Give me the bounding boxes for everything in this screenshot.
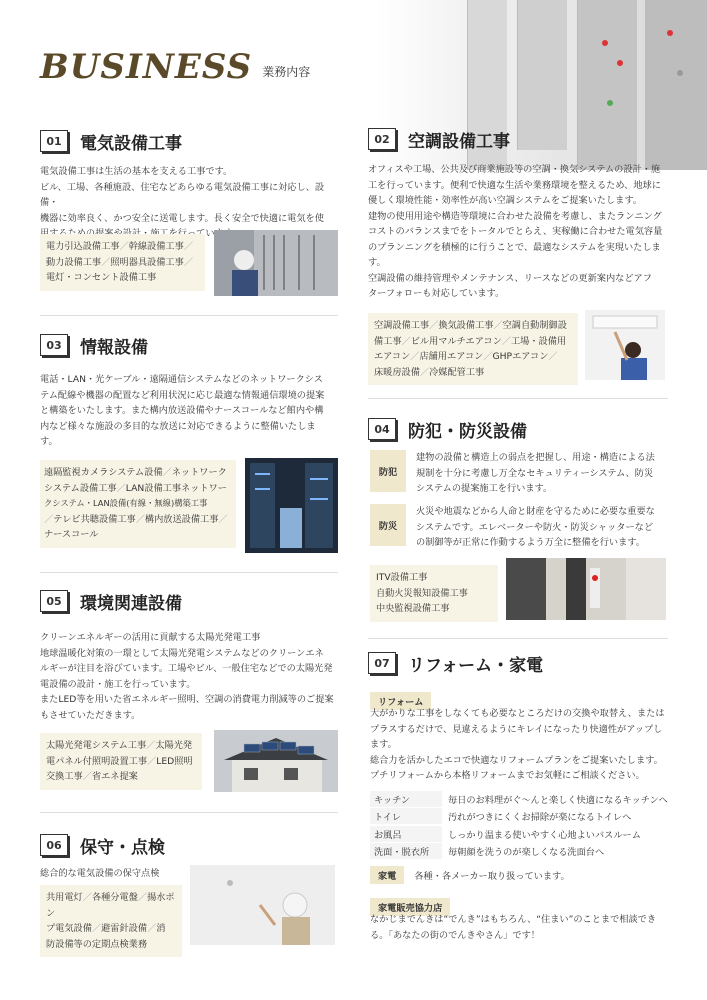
list-item: 洗面・脱衣所 毎朝顔を洗うのが楽しくなる洗面台へ [370,843,668,861]
network-server-photo [245,458,338,553]
section-air-conditioning [368,126,673,302]
reform-text: 大がかりな工事をしなくても必要なところだけの交換や取替え、または プラスするだけで、見違えるようにキレイになったり快適性がアップし ます。 総合力を活かしたエコで快適なリフォームプランをご提案いたします。 プチリフォームから本格リフォームまでお気軽にご相談ください。 [370,708,665,781]
section-body: オフィスや工場、公共及び商業施設等の空調・換気システムの設計・施 工を行っています。便利で快適な生活や業務環境を整えるため、地球に 優しく環境性能・効率性が高い空調システムをご提案いたします。 建物の使用用途や構造等環境に合わせた設備を考慮し、またランニング コストのバランスまでをトータルでとらえ、実稼働に合わせた電気容量 のプランニングを積極的に行うことで、最適なシステムを実現いたしま す。 空調設備の維持管理やメンテナンス、リースなどの更新案内などアフ ターフォローも対応しています。 [368,164,663,299]
section-number: 01 [40,130,68,152]
aircon-install-photo [585,310,665,380]
store-label: 家電販売協力店 [370,898,450,916]
kaden-row [370,866,570,884]
tag-list: 共用電灯／各種分電盤／揚水ポン プ電気設備／避雷針設備／消 防設備等の定期点検業務 [40,885,182,957]
section-title: 保守・点検 [80,837,165,858]
tag-list: 太陽光発電システム工事／太陽光発 電パネル付照明設置工事／LED照明 交換工事／省エネ提案 [40,733,202,790]
disaster-prevention-text: 火災や地震などから人命と財産を守るために必要な重要な システムです。エレベーターや防火・防災シャッターなど の制御等が正常に作動するよう万全に整備を行います。 [416,506,655,548]
store-text: なかじまでんきは“でんき”はもちろん、“住まい”のことまで相談でき る。「あなたの街のでんきやさん」です！ [370,914,657,941]
reform-label: リフォーム [370,692,431,710]
section-number: 07 [368,652,396,674]
list-item: お風呂 しっかり温まる使いやすく心地よいバスルーム [370,825,668,843]
disaster-prevention-label: 防災 [370,504,406,546]
section-body: クリーンエネルギーの活用に貢献する太陽光発電工事 地球温暖化対策の一環として太陽光発電システムなどのクリーンエネ ルギーが注目を浴びています。工場やビル、一般住宅などでの太陽光発 電設備の設計・施工を行っています。 またLED等を用いた省エネルギー照明、空調の消費電力削減等のご提案 もさせていただきます。 [40,632,334,721]
page-title [40,47,311,87]
divider [40,572,338,573]
section-number: 06 [40,834,68,856]
inspection-worker-photo [190,865,335,945]
room-list [370,790,668,860]
crime-prevention-text: 建物の設備と構造上の弱点を把握し、用途・構造による法 規制を十分に考慮し万全なセキュリティーシステム、防災 システムの提案施工を行います。 [416,452,655,494]
title-english: BUSINESS [40,47,253,87]
section-title: 環境関連設備 [80,593,182,614]
section-environment [40,588,340,723]
list-item: トイレ 汚れがつきにくくお掃除が楽になるトイレへ [370,808,668,826]
crime-prevention-row [370,450,666,497]
divider [368,398,668,399]
section-title: 空調設備工事 [408,131,510,152]
divider [40,812,338,813]
kaden-label: 家電 [370,866,404,884]
section-reform [368,650,673,676]
section-title: 情報設備 [80,337,148,358]
divider [40,315,338,316]
fire-alarm-photo [506,558,666,620]
tag-list: ITV設備工事 自動火災報知設備工事 中央監視設備工事 [370,565,498,622]
list-item: キッチン 毎日のお料理がぐ～んと楽しく快適になるキッチンへ [370,790,668,808]
section-title: リフォーム・家電 [408,655,544,676]
kaden-text: 各種・各メーカー取り扱っています。 [414,871,570,882]
section-number: 04 [368,418,396,440]
section-body: 電話・LAN・光ケーブル・遠隔通信システムなどのネットワークシス テム配線や機器の配置など利用状況に応じ最適な情報通信環境の提案 と構築をいたします。また構内放送設備やナースコールなど館内や構 内など様々な施設の多目的な放送に対応できるように整備いたしま す。 [40,374,325,447]
section-number: 03 [40,334,68,356]
section-security [368,416,673,442]
crime-prevention-label: 防犯 [370,450,406,492]
section-title: 防犯・防災設備 [408,421,527,442]
section-electrical [40,128,340,242]
section-number: 02 [368,128,396,150]
tag-list: 遠隔監視カメラシステム設備／ネットワーク システム設備工事／LAN設備工事ネットワー クシステム・LAN設備(有線・無線)構築工事 ／テレビ共聴設備工事／構内放送設備工事／ ナースコール [40,460,236,548]
tag-list: 空調設備工事／換気設備工事／空調自動制御設 備工事／ビル用マルチエアコン／工場・設備用 エアコン／店舗用エアコン／GHPエアコン／ 床暖房設備／冷媒配管工事 [368,313,578,385]
disaster-prevention-row [370,504,666,551]
electrician-photo [214,230,338,296]
divider [368,638,668,639]
section-body: 電気設備工事は生活の基本を支える工事です。 ビル、工場、各種施設、住宅などあらゆる電気設備工事に対応し、設備・ 機器に効率良く、かつ安全に送電します。長く安全で快適に電気を使 [40,166,325,224]
section-information [40,332,340,450]
section-number: 05 [40,590,68,612]
section-body: 総合的な電気設備の保守点検 [40,868,160,879]
title-japanese: 業務内容 [262,65,311,79]
tag-list: 電力引込設備工事／幹線設備工事／ 動力設備工事／照明器具設備工事／ 電灯・コンセント設備工事 [40,234,205,291]
solar-panel-house-photo [214,730,338,792]
section-title: 電気設備工事 [80,133,182,154]
